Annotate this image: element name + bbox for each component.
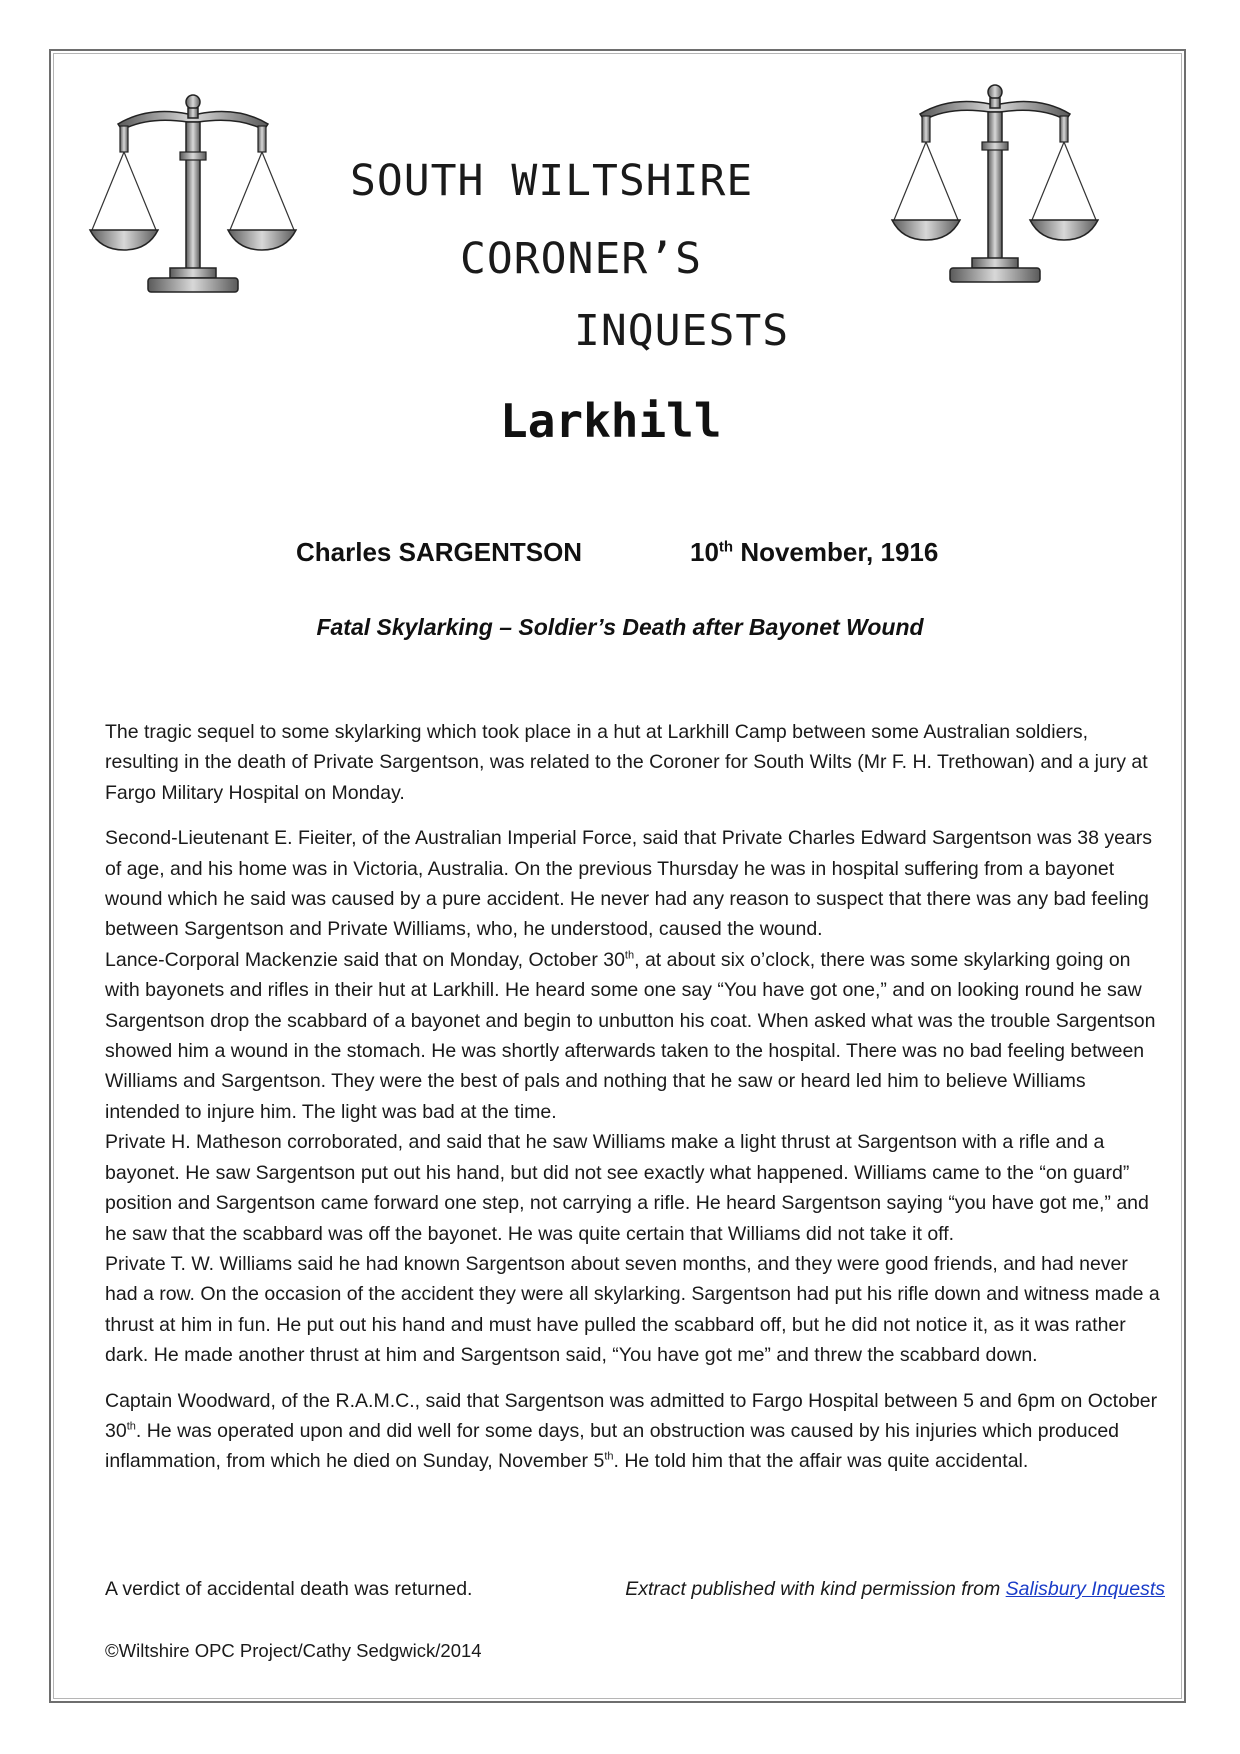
paragraph-woodward — [105, 1386, 1165, 1477]
place-heading: Larkhill — [500, 394, 722, 448]
woodward-text-b: . He was operated upon and did well for some days, but an obstruction was caused by his injuries which produced inflammation, from which he died on Sunday, November 5 — [105, 1419, 1120, 1473]
woodward-text-a: Captain Woodward, of the R.A.M.C., said that Sargentson was admitted to Fargo Hospital between 5 and 6pm on October 30 — [105, 1389, 1158, 1442]
woodward-sup-2: th — [604, 1450, 614, 1463]
mackenzie-sup: th — [624, 949, 635, 962]
woodward-sup-1: th — [126, 1420, 136, 1433]
scales-of-justice-icon — [88, 92, 298, 300]
mackenzie-text-a: Lance-Corporal Mackenzie said that on Monday, October 30 — [105, 948, 625, 971]
woodward-text-c: . He told him that the affair was quite accidental. — [613, 1450, 1029, 1473]
copyright-notice: ©Wiltshire OPC Project/Cathy Sedgwick/2014 — [105, 1640, 482, 1661]
title-line-3: INQUESTS — [574, 306, 790, 356]
paragraph-mackenzie — [105, 945, 1165, 1127]
salisbury-inquests-link[interactable]: Salisbury Inquests — [1005, 1578, 1165, 1600]
article-headline: Fatal Skylarking – Soldier’s Death after Bayonet Wound — [316, 614, 924, 640]
title-line-1: SOUTH WILTSHIRE — [350, 156, 754, 206]
article-body — [105, 717, 1165, 1492]
date-rest: November, 1916 — [733, 537, 939, 567]
date-suffix: th — [718, 538, 734, 556]
paragraph-matheson: Private H. Matheson corroborated, and said that he saw Williams make a light thrust at Sargentson with a rifle and a bayonet. He saw Sargentson put out his hand, but did not see exactly what happened. Williams came to the “on guard” position and Sargentson came forward one step, not carrying a rifle. He heard Sargentson saying “you have got me,” and he saw that the scabbard was off the bayonet. He was quite certain that Williams did not take it off. — [105, 1131, 1149, 1245]
mackenzie-text-b: , at about six o’clock, there was some skylarking going on with bayonets and rifles in their hut at Larkhill. He heard some one say “You have got one,” and on looking round he saw Sargentson drop the scabbard of a bayonet and begin to unbutton his coat. When asked what was the trouble Sargentson showed him a wound in the stomach. He was shortly afterwards taken to the hospital. There was no bad feeling between Williams and Sargentson. They were the best of pals and nothing that he saw or heard led him to believe Williams intended to injure him. The light was bad at the time. — [105, 948, 1156, 1123]
verdict-text: A verdict of accidental death was returned. — [105, 1578, 473, 1600]
paragraph-intro: The tragic sequel to some skylarking which took place in a hut at Larkhill Camp between some Australian soldiers, resulting in the death of Private Sargentson, was related to the Coroner for South Wilts (Mr F. H. Trethowan) and a jury at Fargo Military Hospital on Monday. — [105, 721, 1148, 804]
inquest-date — [690, 537, 938, 568]
paragraph-fieiter: Second-Lieutenant E. Fieiter, of the Australian Imperial Force, said that Private Charles Edward Sargentson was 38 years of age, and his home was in Victoria, Australia. On the previous Thursday he was in hospital suffering from a bayonet wound which he said was caused by a pure accident. He never had any reason to suspect that there was any bad feeling between Sargentson and Private Williams, who, he understood, caused the wound. — [105, 827, 1153, 941]
date-day: 10 — [690, 537, 719, 567]
paragraph-williams: Private T. W. Williams said he had known Sargentson about seven months, and they were good friends, and had never had a row. On the occasion of the accident they were all skylarking. Sargentson had put his rifle down and witness made a thrust at him in fun. He put out his hand and must have pulled the scabbard off, but he did not notice it, as it was rather dark. He made another thrust at him and Sargentson said, “You have got me” and threw the scabbard down. — [105, 1252, 1160, 1367]
title-line-2: CORONER’S — [460, 234, 702, 284]
permission-text: Extract published with kind permission from — [625, 1578, 1006, 1600]
permission-note — [625, 1578, 1165, 1601]
deceased-name: Charles SARGENTSON — [296, 537, 583, 567]
scales-of-justice-icon — [890, 82, 1100, 290]
